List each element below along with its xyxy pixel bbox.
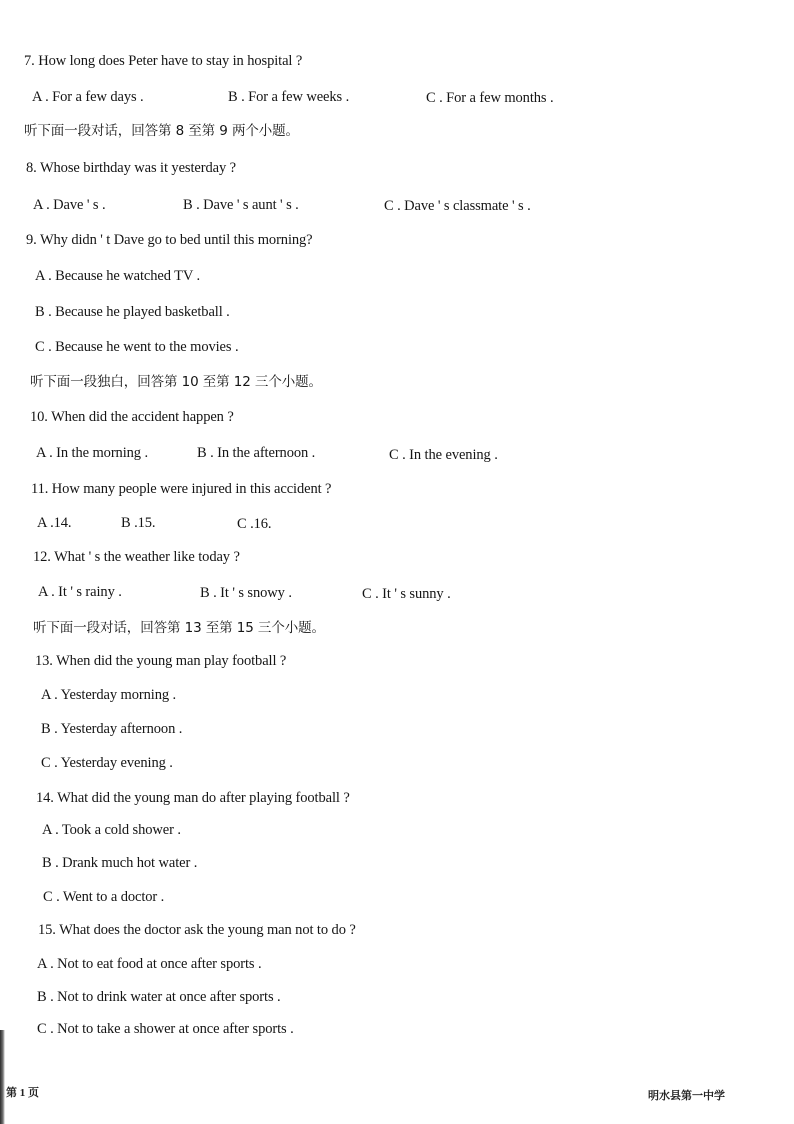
question-10-option-c: C . In the evening . (389, 447, 498, 463)
question-14: 14. What did the young man do after playing football ? (36, 790, 350, 806)
question-9-option-b: B . Because he played basketball . (35, 304, 230, 320)
instruction-8-9: 听下面一段对话，回答第 8 至第 9 两个小题。 (24, 123, 299, 139)
question-10-option-a: A . In the morning . (36, 445, 148, 461)
question-12: 12. What ' s the weather like today ? (33, 549, 240, 565)
question-13-option-b: B . Yesterday afternoon . (41, 721, 183, 737)
question-15-option-a: A . Not to eat food at once after sports . (37, 956, 262, 972)
question-11-option-c: C .16. (237, 516, 272, 532)
question-7-option-c: C . For a few months . (426, 90, 554, 106)
question-9-option-a: A . Because he watched TV . (35, 268, 201, 284)
question-10-option-b: B . In the afternoon . (197, 445, 316, 461)
question-14-option-a: A . Took a cold shower . (42, 822, 181, 838)
question-7-option-a: A . For a few days . (32, 89, 144, 105)
question-13-option-c: C . Yesterday evening . (41, 755, 173, 771)
question-12-option-a: A . It ' s rainy . (38, 584, 122, 600)
page-number: 第 1 页 (6, 1087, 39, 1099)
question-15: 15. What does the doctor ask the young man not to do ? (38, 922, 356, 938)
question-11-option-a: A .14. (37, 515, 72, 531)
question-8-option-b: B . Dave ' s aunt ' s . (183, 197, 299, 213)
question-7: 7. How long does Peter have to stay in hospital ? (24, 53, 303, 69)
question-8-option-a: A . Dave ' s . (33, 197, 106, 213)
scan-binding-edge (0, 1030, 5, 1124)
question-11-option-b: B .15. (121, 515, 156, 531)
question-15-option-c: C . Not to take a shower at once after sports . (37, 1021, 294, 1037)
instruction-13-15: 听下面一段对话，回答第 13 至第 15 三个小题。 (33, 620, 325, 636)
question-15-option-b: B . Not to drink water at once after sports . (37, 989, 281, 1005)
question-9-option-c: C . Because he went to the movies . (35, 339, 239, 355)
instruction-10-12: 听下面一段独白，回答第 10 至第 12 三个小题。 (30, 374, 322, 390)
question-8: 8. Whose birthday was it yesterday ? (26, 160, 236, 176)
question-9: 9. Why didn ' t Dave go to bed until this morning? (26, 232, 313, 248)
question-11: 11. How many people were injured in this accident ? (31, 481, 332, 497)
question-8-option-c: C . Dave ' s classmate ' s . (384, 198, 531, 214)
question-12-option-b: B . It ' s snowy . (200, 585, 292, 601)
question-13-option-a: A . Yesterday morning . (41, 687, 177, 703)
question-7-option-b: B . For a few weeks . (228, 89, 350, 105)
question-14-option-b: B . Drank much hot water . (42, 855, 198, 871)
question-12-option-c: C . It ' s sunny . (362, 586, 451, 602)
question-14-option-c: C . Went to a doctor . (43, 889, 165, 905)
question-13: 13. When did the young man play football ? (35, 653, 287, 669)
question-10: 10. When did the accident happen ? (30, 409, 234, 425)
school-name: 明水县第一中学 (648, 1090, 725, 1102)
